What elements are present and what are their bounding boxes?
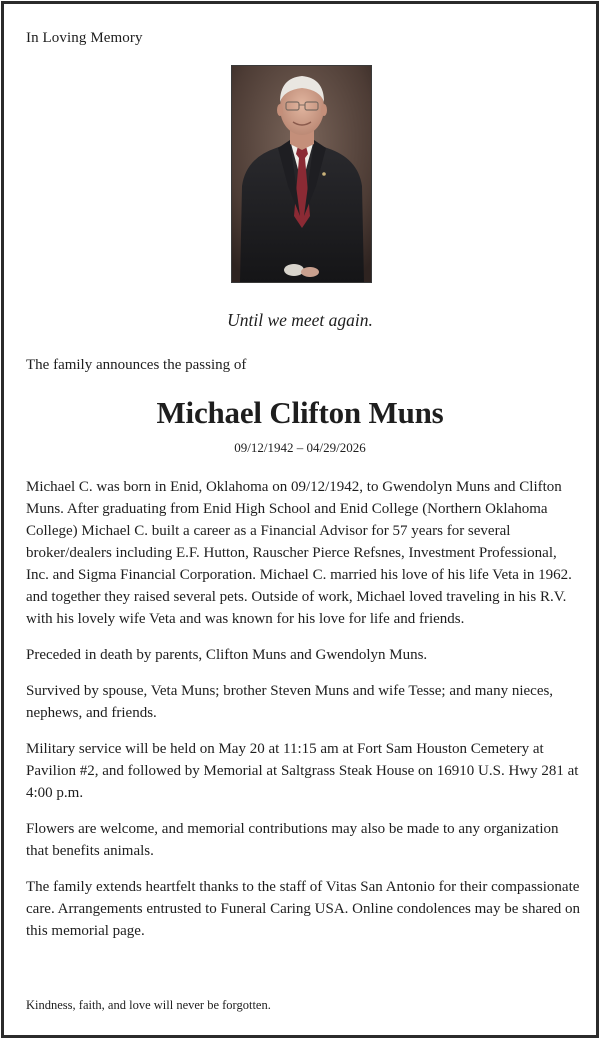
deceased-name: Michael Clifton Muns xyxy=(156,395,444,430)
biography-paragraph: Michael C. was born in Enid, Oklahoma on 09/12/1942, to Gwendolyn Muns and Clifton Muns. After graduating from Enid High School and Enid College (Northern Oklahoma College) Michael C. built a career as a Financial Advisor for 57 years for several broker/dealers including E.F. Hutton, Rauscher Pierce Refsnes, Investment Professional, Inc. and Sigma Financial Corporation. Michael C. married his love of his life Veta in 1962. and together they raised several pets. Outside of work, Michael loved traveling in his R.V. with his lovely wife Veta and was known for his love for life and friends. xyxy=(26,479,572,627)
thanks-paragraph: The family extends heartfelt thanks to the staff of Vitas San Antonio for their compassionate care. Arrangements entrusted to Funeral Caring USA. Online condolences may be shared on this memorial page. xyxy=(26,879,581,939)
closing-line: Kindness, faith, and love will never be forgotten. xyxy=(26,998,271,1012)
portrait-photo xyxy=(231,65,372,283)
announcement-text: The family announces the passing of xyxy=(26,357,247,373)
in-loving-memory-label: In Loving Memory xyxy=(26,30,143,46)
flowers-paragraph: Flowers are welcome, and memorial contributions may also be made to any organization that benefits animals. xyxy=(26,821,559,859)
portrait-illustration xyxy=(232,66,371,282)
service-paragraph: Military service will be held on May 20 at 11:15 am at Fort Sam Houston Cemetery at Pavilion #2, and followed by Memorial at Saltgrass Steak House on 16910 U.S. Hwy 281 at 4:00 p.m. xyxy=(26,741,579,801)
survived-paragraph: Survived by spouse, Veta Muns; brother Steven Muns and wife Tesse; and many nieces, nephews, and friends. xyxy=(26,683,554,721)
obituary-body xyxy=(26,476,582,956)
life-dates: 09/12/1942 – 04/29/2026 xyxy=(234,440,366,455)
motto: Until we meet again. xyxy=(227,310,373,330)
obituary-card xyxy=(1,1,599,1038)
preceded-paragraph: Preceded in death by parents, Clifton Muns and Gwendolyn Muns. xyxy=(26,647,428,663)
